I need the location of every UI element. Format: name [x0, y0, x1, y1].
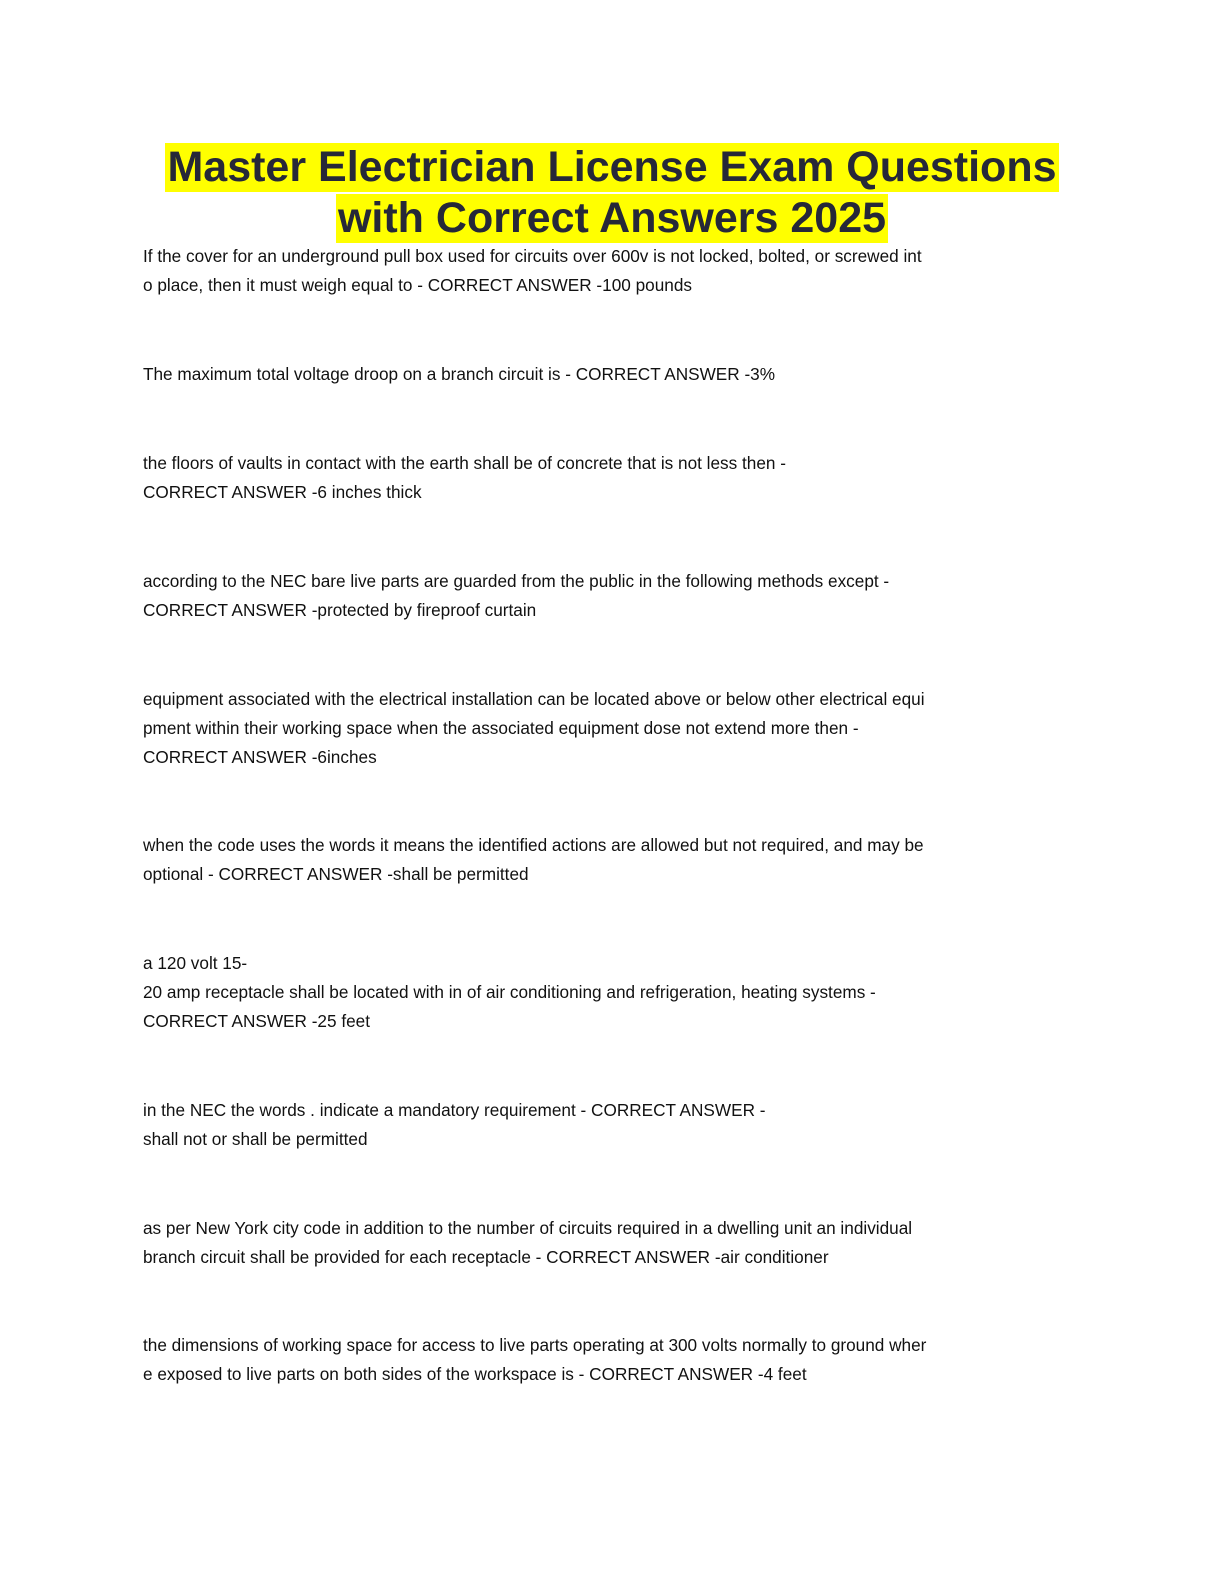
- question-line: the floors of vaults in contact with the earth shall be of concrete that is not less then -: [143, 453, 786, 473]
- question-line: The maximum total voltage droop on a branch circuit is - CORRECT ANSWER -3%: [143, 364, 776, 384]
- question-line: the dimensions of working space for access to live parts operating at 300 volts normally to ground wher: [143, 1335, 927, 1355]
- question-line: according to the NEC bare live parts are guarded from the public in the following methods except -: [143, 571, 890, 591]
- question-5: [143, 685, 1103, 772]
- question-line: CORRECT ANSWER -protected by fireproof curtain: [143, 600, 537, 620]
- question-line: CORRECT ANSWER -6 inches thick: [143, 482, 422, 502]
- question-4: [143, 567, 1103, 625]
- question-line: CORRECT ANSWER -6inches: [143, 747, 377, 767]
- question-10: [143, 1331, 1103, 1389]
- document-title-line-2: [0, 194, 1224, 243]
- question-line: equipment associated with the electrical installation can be located above or below other electrical equi: [143, 689, 925, 709]
- question-line: If the cover for an underground pull box used for circuits over 600v is not locked, bolted, or screwed int: [143, 246, 922, 266]
- question-7: [143, 949, 1103, 1036]
- question-2: [143, 360, 1103, 389]
- question-9: [143, 1214, 1103, 1272]
- title-text: Master Electrician License Exam Questions: [167, 143, 1057, 191]
- question-1: [143, 242, 1103, 300]
- question-line: 20 amp receptacle shall be located with in of air conditioning and refrigeration, heating systems -: [143, 982, 876, 1002]
- question-line: a 120 volt 15-: [143, 953, 248, 973]
- question-line: e exposed to live parts on both sides of the workspace is - CORRECT ANSWER -4 feet: [143, 1364, 807, 1384]
- question-line: o place, then it must weigh equal to - CORRECT ANSWER -100 pounds: [143, 275, 692, 295]
- question-line: optional - CORRECT ANSWER -shall be permitted: [143, 864, 529, 884]
- title-text: with Correct Answers 2025: [337, 194, 887, 242]
- question-line: in the NEC the words . indicate a mandatory requirement - CORRECT ANSWER -: [143, 1100, 766, 1120]
- question-line: branch circuit shall be provided for each receptacle - CORRECT ANSWER -air conditioner: [143, 1247, 829, 1267]
- question-3: [143, 449, 1103, 507]
- question-8: [143, 1096, 1103, 1154]
- question-line: pment within their working space when the associated equipment dose not extend more then -: [143, 718, 859, 738]
- question-line: shall not or shall be permitted: [143, 1129, 368, 1149]
- question-line: as per New York city code in addition to the number of circuits required in a dwelling unit an individual: [143, 1218, 913, 1238]
- document-title-line-1: [0, 143, 1224, 192]
- question-line: CORRECT ANSWER -25 feet: [143, 1011, 370, 1031]
- question-line: when the code uses the words it means the identified actions are allowed but not required, and may be: [143, 835, 924, 855]
- question-6: [143, 831, 1103, 889]
